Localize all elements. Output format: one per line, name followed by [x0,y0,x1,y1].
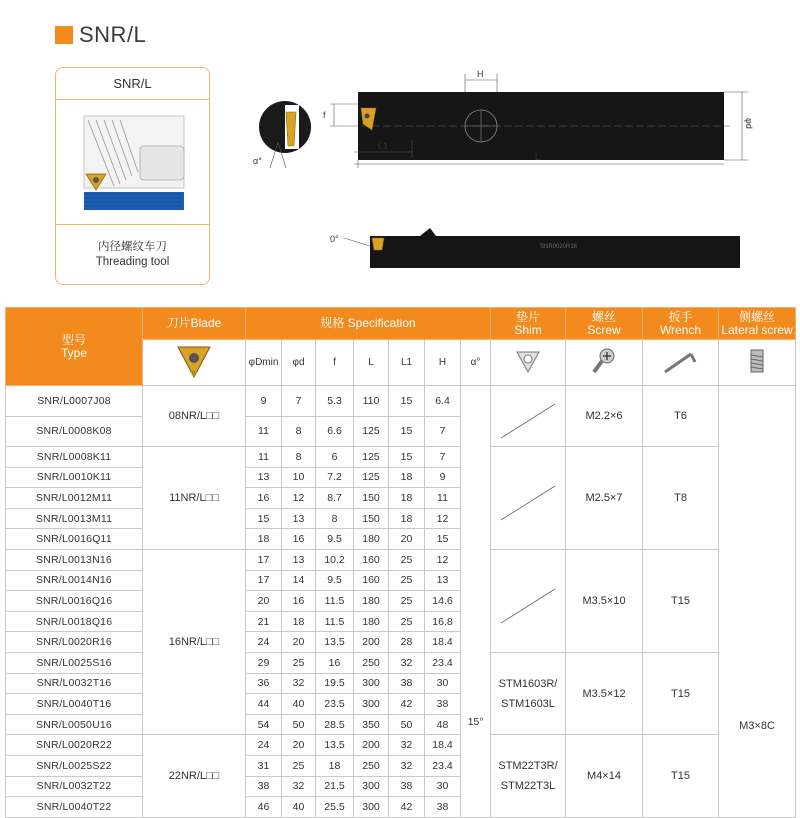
spec-f-cell: 28.5 [316,714,354,735]
spec-h-cell: 18.4 [425,632,461,653]
spec-l-cell: 350 [354,714,389,735]
label-phid: φd [744,118,754,129]
spec-f-cell: 23.5 [316,694,354,715]
sub-f: f [316,340,354,386]
spec-h-cell: 23.4 [425,652,461,673]
title-square-icon [55,26,73,44]
wrench-cell: T8 [643,447,719,550]
spec-d-cell: 20 [282,632,316,653]
spec-f-cell: 13.5 [316,632,354,653]
spec-l1-cell: 15 [389,386,425,417]
spec-l-cell: 180 [354,591,389,612]
model-cell: SNR/L0007J08 [6,386,143,417]
spec-l-cell: 180 [354,611,389,632]
spec-d-cell: 32 [282,776,316,797]
spec-f-cell: 25.5 [316,797,354,818]
spec-f-cell: 9.5 [316,570,354,591]
model-cell: SNR/L0020R22 [6,735,143,756]
screw-cell: M4×14 [566,735,643,817]
label-zero: 0° [330,234,339,244]
empty-slash-icon [493,468,563,528]
model-cell: SNR/L0040T16 [6,694,143,715]
spec-l1-cell: 18 [389,508,425,529]
screw-cell: M2.2×6 [566,386,643,447]
spec-d-cell: 13 [282,549,316,570]
model-cell: SNR/L0016Q16 [6,591,143,612]
shim-line: STM1603R/ [498,677,558,690]
spec-l-cell: 250 [354,652,389,673]
model-cell: SNR/L0013M11 [6,508,143,529]
spec-h-cell: 12 [425,508,461,529]
spec-d-cell: 25 [282,652,316,673]
alpha-cell: 15° [461,386,491,818]
spec-h-cell: 30 [425,776,461,797]
spec-f-cell: 21.5 [316,776,354,797]
spec-l1-cell: 25 [389,611,425,632]
spec-d-cell: 18 [282,611,316,632]
spec-d-cell: 14 [282,570,316,591]
wrench-cell: T15 [643,549,719,652]
screw-cell: M2.5×7 [566,447,643,550]
model-cell: SNR/L0008K11 [6,447,143,468]
spec-d-cell: 20 [282,735,316,756]
shim-line: STM22T3R/ [498,760,558,772]
spec-l-cell: 150 [354,488,389,509]
spec-l1-cell: 28 [389,632,425,653]
shim-cell [491,735,566,817]
spec-f-cell: 9.5 [316,529,354,550]
wrench-cell: T15 [643,735,719,817]
spec-l-cell: 125 [354,467,389,488]
empty-slash-icon [493,571,563,631]
model-cell: SNR/L0020R16 [6,632,143,653]
sub-dmin: φDmin [246,340,282,386]
spec-dmin-cell: 36 [246,673,282,694]
label-l: L [535,152,541,162]
spec-f-cell: 11.5 [316,611,354,632]
threading-tool-illustration [56,100,209,224]
spec-d-cell: 8 [282,416,316,447]
spec-f-cell: 19.5 [316,673,354,694]
model-cell: SNR/L0018Q16 [6,611,143,632]
spec-dmin-cell: 21 [246,611,282,632]
spec-l-cell: 300 [354,776,389,797]
spec-l1-cell: 18 [389,488,425,509]
spec-l1-cell: 42 [389,694,425,715]
col-type: 型号 Type [6,308,143,386]
spec-d-cell: 40 [282,797,316,818]
blade-cell: 11NR/L□□ [143,447,246,550]
wrench-cell: T6 [643,386,719,447]
spec-d-cell: 50 [282,714,316,735]
spec-h-cell: 11 [425,488,461,509]
spec-dmin-cell: 24 [246,632,282,653]
spec-l1-cell: 38 [389,776,425,797]
model-cell: SNR/L0016Q11 [6,529,143,550]
label-l1: L1 [378,141,389,151]
tool-card [55,67,210,285]
spec-h-cell: 6.4 [425,386,461,417]
spec-l-cell: 110 [354,386,389,417]
spec-f-cell: 8 [316,508,354,529]
title-text: SNR/L [79,22,147,47]
spec-dmin-cell: 46 [246,797,282,818]
spec-d-cell: 32 [282,673,316,694]
spec-l1-cell: 32 [389,652,425,673]
col-spec: 规格 Specification [246,308,491,340]
spec-l-cell: 160 [354,570,389,591]
spec-dmin-cell: 11 [246,416,282,447]
spec-table [5,307,796,818]
spec-l1-cell: 38 [389,673,425,694]
spec-dmin-cell: 9 [246,386,282,417]
spec-d-cell: 10 [282,467,316,488]
shim-cell [491,652,566,734]
engraving-text: SNR0020R16 [540,244,578,250]
screw-cell: M3.5×10 [566,549,643,652]
spec-f-cell: 6.6 [316,416,354,447]
spec-h-cell: 13 [425,570,461,591]
blade-cell: 22NR/L□□ [143,735,246,817]
spec-h-cell: 7 [425,416,461,447]
table-row [6,652,796,673]
spec-l-cell: 160 [354,549,389,570]
spec-l1-cell: 18 [389,467,425,488]
spec-f-cell: 13.5 [316,735,354,756]
screw-icon [566,340,643,386]
col-wrench: 扳手 Wrench [643,308,719,340]
spec-l1-cell: 15 [389,447,425,468]
spec-dmin-cell: 29 [246,652,282,673]
spec-f-cell: 8.7 [316,488,354,509]
blade-cell: 08NR/L□□ [143,386,246,447]
spec-dmin-cell: 15 [246,508,282,529]
blade-cell: 16NR/L□□ [143,549,246,734]
table-row [6,549,796,570]
spec-l-cell: 300 [354,673,389,694]
page-title [55,20,146,50]
model-cell: SNR/L0012M11 [6,488,143,509]
spec-h-cell: 7 [425,447,461,468]
spec-dmin-cell: 18 [246,529,282,550]
model-cell: SNR/L0025S22 [6,755,143,776]
spec-h-cell: 38 [425,797,461,818]
spec-dmin-cell: 38 [246,776,282,797]
spec-h-cell: 14.6 [425,591,461,612]
sub-alpha: α° [461,340,491,386]
model-cell: SNR/L0040T22 [6,797,143,818]
spec-l-cell: 300 [354,797,389,818]
spec-l-cell: 125 [354,416,389,447]
caption-cn: 内径螺纹车刀 [98,240,167,253]
spec-h-cell: 30 [425,673,461,694]
spec-f-cell: 6 [316,447,354,468]
sub-l: L [354,340,389,386]
spec-dmin-cell: 54 [246,714,282,735]
model-cell: SNR/L0050U16 [6,714,143,735]
model-cell: SNR/L0008K08 [6,416,143,447]
spec-dmin-cell: 44 [246,694,282,715]
table-row [6,447,796,468]
spec-f-cell: 10.2 [316,549,354,570]
spec-l1-cell: 32 [389,755,425,776]
model-cell: SNR/L0032T16 [6,673,143,694]
spec-f-cell: 18 [316,755,354,776]
model-cell: SNR/L0032T22 [6,776,143,797]
spec-d-cell: 25 [282,755,316,776]
spec-l-cell: 200 [354,632,389,653]
spec-l-cell: 180 [354,529,389,550]
spec-h-cell: 23.4 [425,755,461,776]
spec-d-cell: 8 [282,447,316,468]
spec-l1-cell: 20 [389,529,425,550]
spec-f-cell: 7.2 [316,467,354,488]
col-screw: 螺丝 Screw [566,308,643,340]
sub-d: φd [282,340,316,386]
spec-f-cell: 5.3 [316,386,354,417]
sub-l1: L1 [389,340,425,386]
spec-dmin-cell: 17 [246,570,282,591]
spec-dmin-cell: 24 [246,735,282,756]
spec-h-cell: 9 [425,467,461,488]
spec-h-cell: 12 [425,549,461,570]
col-lateral: 侧螺丝 Lateral screw [719,308,796,340]
table-row [6,735,796,756]
blade-icon [143,340,246,386]
spec-d-cell: 12 [282,488,316,509]
lateral-screw-icon [719,340,796,386]
spec-l1-cell: 25 [389,591,425,612]
spec-dmin-cell: 16 [246,488,282,509]
spec-d-cell: 13 [282,508,316,529]
spec-f-cell: 11.5 [316,591,354,612]
caption-en: Threading tool [95,255,170,268]
wrench-cell: T15 [643,652,719,734]
card-caption [56,224,209,284]
shim-icon [491,340,566,386]
model-cell: SNR/L0013N16 [6,549,143,570]
col-blade: 刀片Blade [143,308,246,340]
card-heading: SNR/L [56,68,209,100]
spec-l1-cell: 50 [389,714,425,735]
label-f: f [323,110,326,120]
spec-d-cell: 16 [282,529,316,550]
spec-h-cell: 15 [425,529,461,550]
spec-l1-cell: 42 [389,797,425,818]
shim-cell [491,447,566,550]
spec-h-cell: 38 [425,694,461,715]
spec-l1-cell: 25 [389,570,425,591]
spec-d-cell: 40 [282,694,316,715]
header-row [6,308,796,340]
spec-dmin-cell: 20 [246,591,282,612]
spec-f-cell: 16 [316,652,354,673]
model-cell: SNR/L0010K11 [6,467,143,488]
spec-dmin-cell: 11 [246,447,282,468]
spec-l1-cell: 32 [389,735,425,756]
screw-cell: M3.5×12 [566,652,643,734]
table-row [6,386,796,417]
shim-line: STM22T3L [500,780,556,792]
empty-slash-icon [493,386,563,446]
label-h: H [477,69,484,79]
spec-l-cell: 200 [354,735,389,756]
model-cell: SNR/L0014N16 [6,570,143,591]
sub-h: H [425,340,461,386]
shim-cell [491,386,566,447]
spec-l-cell: 125 [354,447,389,468]
spec-h-cell: 48 [425,714,461,735]
spec-dmin-cell: 17 [246,549,282,570]
spec-h-cell: 18.4 [425,735,461,756]
wrench-icon [643,340,719,386]
spec-l-cell: 250 [354,755,389,776]
spec-dmin-cell: 31 [246,755,282,776]
spec-d-cell: 16 [282,591,316,612]
label-alpha: α° [253,156,262,166]
model-cell: SNR/L0025S16 [6,652,143,673]
tool-drawing [250,60,770,285]
spec-h-cell: 16.8 [425,611,461,632]
spec-l1-cell: 25 [389,549,425,570]
spec-dmin-cell: 13 [246,467,282,488]
spec-l-cell: 300 [354,694,389,715]
shim-cell [491,549,566,652]
spec-l-cell: 150 [354,508,389,529]
col-shim: 垫片 Shim [491,308,566,340]
shim-line: STM1603L [501,697,555,710]
spec-d-cell: 7 [282,386,316,417]
spec-l1-cell: 15 [389,416,425,447]
lateral-screw-cell: M3×8C [719,386,796,818]
